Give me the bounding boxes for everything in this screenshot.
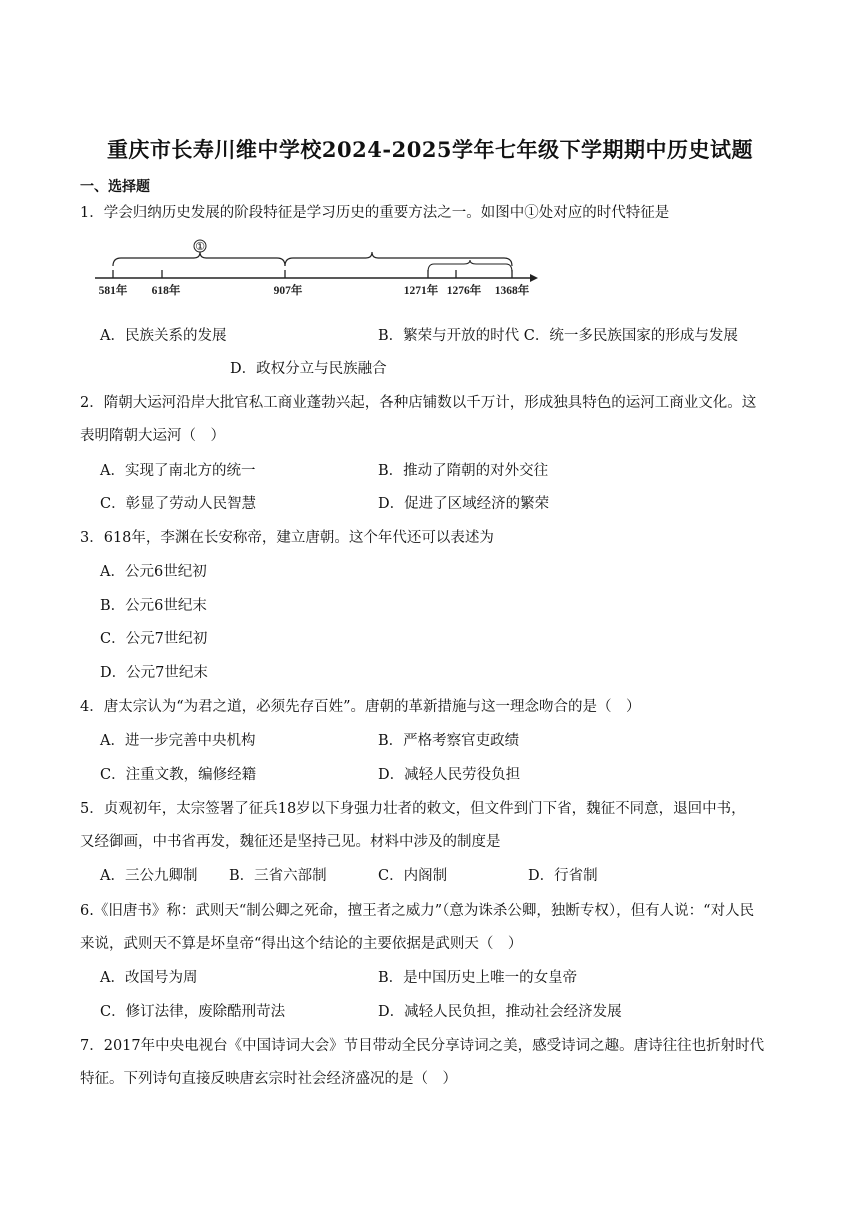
option-d[interactable]: D．促进了区域经济的繁荣 [378, 496, 550, 512]
option-b-c[interactable]: B．繁荣与开放的时代 C．统一多民族国家的形成与发展 [378, 328, 738, 344]
question-5-stem-cont: 又经御画，中书省再发，魏征还是坚持己见。材料中涉及的制度是 [80, 834, 501, 850]
question-6-stem-cont: 来说，武则天不算是坏皇帝“得出这个结论的主要依据是武则天（ ） [80, 936, 523, 952]
option-a[interactable]: A．公元6世纪初 [100, 564, 207, 580]
option-b[interactable]: B．三省六部制 [229, 868, 327, 884]
option-d[interactable]: D．行省制 [528, 868, 598, 884]
exam-title: 重庆市长寿川维中学校2024-2025学年七年级下学期期中历史试题 [106, 137, 754, 162]
option-a[interactable]: A．三公九卿制 [100, 868, 198, 884]
option-d[interactable]: D．公元7世纪末 [100, 665, 208, 681]
question-6-stem: 6.《旧唐书》称：武则天“制公卿之死命，擅王者之威力”（意为诛杀公卿，独断专权），但有人说：“对人民 [80, 903, 755, 919]
question-5-stem: 5．贞观初年，太宗签署了征兵18岁以下身强力壮者的敕文，但文件到门下省，魏征不同意，退回中书， [80, 801, 746, 817]
question-3-stem: 3．618年，李渊在长安称帝，建立唐朝。这个年代还可以表述为 [80, 530, 494, 546]
option-b[interactable]: B．公元6世纪末 [100, 598, 207, 614]
timeline-figure [90, 236, 550, 306]
option-a[interactable]: A．实现了南北方的统一 [100, 463, 256, 479]
option-c[interactable]: C．修订法律，废除酷刑苛法 [100, 1004, 286, 1020]
option-a[interactable]: A．民族关系的发展 [100, 328, 227, 344]
option-c[interactable]: C．彰显了劳动人民智慧 [100, 496, 257, 512]
option-c[interactable]: C．注重文教，编修经籍 [100, 767, 257, 783]
option-b[interactable]: B．是中国历史上唯一的女皇帝 [378, 970, 578, 986]
timeline-ticks [113, 270, 512, 278]
timeline-label: 1276年 [446, 285, 482, 297]
timeline-label: 1368年 [494, 285, 530, 297]
timeline-label: 618年 [151, 285, 181, 297]
question-4-stem: 4．唐太宗认为“为君之道，必须先存百姓”。唐朝的革新措施与这一理念吻合的是（ ） [80, 699, 641, 715]
option-b[interactable]: B．严格考察官吏政绩 [378, 733, 520, 749]
option-d[interactable]: D．政权分立与民族融合 [230, 361, 387, 377]
brace-period-3 [428, 260, 512, 272]
timeline-arrow [530, 274, 538, 282]
question-7-stem-cont: 特征。下列诗句直接反映唐玄宗时社会经济盛况的是（ ） [80, 1071, 457, 1087]
section-heading: 一、选择题 [80, 179, 150, 195]
option-d[interactable]: D．减轻人民劳役负担 [378, 767, 521, 783]
timeline-label: 581年 [98, 285, 128, 297]
option-d[interactable]: D．减轻人民负担，推动社会经济发展 [378, 1004, 622, 1020]
question-2-stem: 2．隋朝大运河沿岸大批官私工商业蓬勃兴起，各种店铺数以千万计，形成独具特色的运河工商业文化。这 [80, 395, 757, 411]
question-1-stem: 1．学会归纳历史发展的阶段特征是学习历史的重要方法之一。如图中①处对应的时代特征是 [80, 205, 670, 221]
option-a[interactable]: A．进一步完善中央机构 [100, 733, 256, 749]
brace-period-1 [113, 252, 285, 266]
option-c[interactable]: C．内阁制 [378, 868, 448, 884]
option-c[interactable]: C．公元7世纪初 [100, 631, 208, 647]
question-7-stem: 7．2017年中央电视台《中国诗词大会》节目带动全民分享诗词之美，感受诗词之趣。唐诗往往也折射时代 [80, 1038, 765, 1054]
option-b[interactable]: B．推动了隋朝的对外交往 [378, 463, 549, 479]
timeline-label: 1271年 [403, 285, 439, 297]
marker-label: ① [195, 240, 205, 253]
timeline-label: 907年 [273, 285, 303, 297]
option-a[interactable]: A．改国号为周 [100, 970, 198, 986]
question-2-stem-cont: 表明隋朝大运河（ ） [80, 428, 225, 444]
